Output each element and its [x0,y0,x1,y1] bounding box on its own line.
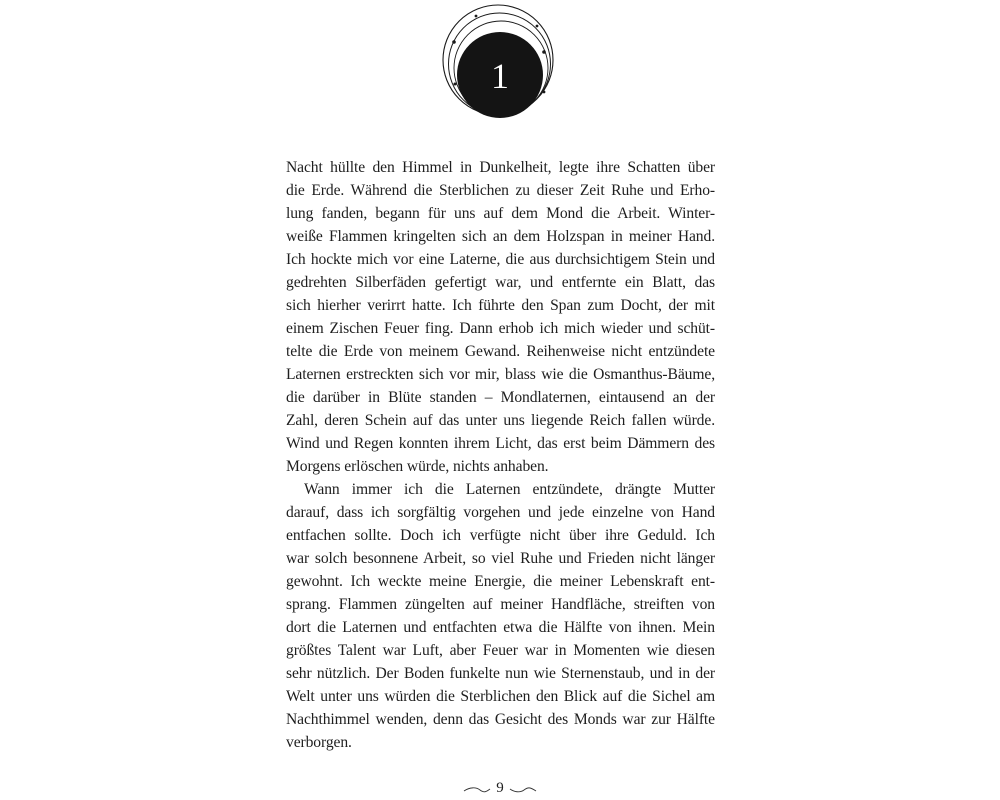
text-line: Ich hockte mich vor eine Laterne, die aus durchsichtigem Stein und [286,251,715,268]
paragraph-1 [286,156,715,478]
text-line: die darüber in Blüte standen – Mondlaternen, eintausend an der [286,389,715,406]
text-line: telte die Erde von meinem Gewand. Reihenweise nicht entzündete [286,343,715,360]
text-line: dort die Laternen und entfachten etwa die Hälfte von ihnen. Mein [286,619,715,636]
text-line: Welt unter uns würden die Sterblichen den Blick auf die Sichel am [286,688,715,705]
text-line: die Erde. Während die Sterblichen zu dieser Zeit Ruhe und Erho- [286,182,715,199]
page-number: 9 [496,780,504,796]
text-line: Zahl, deren Schein auf das unter uns liegende Reich fallen würde. [286,412,715,429]
text-line: größtes Talent war Luft, aber Feuer war in Momenten wie diesen [286,642,715,659]
chapter-number: 1 [491,56,509,96]
text-line: war solch besonnene Arbeit, so viel Ruhe und Frieden nicht länger [286,550,715,567]
text-line: lung fanden, begann für uns auf dem Mond die Arbeit. Winter- [286,205,715,222]
text-line: Morgens erlöschen würde, nichts anhaben. [286,458,549,475]
text-line: verborgen. [286,734,352,751]
text-line: sehr nützlich. Der Boden funkelte nun wie Sternenstaub, und in der [286,665,715,682]
text-line: Wann immer ich die Laternen entzündete, drängte Mutter [304,481,715,498]
chapter-body [286,156,715,754]
text-line: gedrehten Silberfäden gefertigt war, und entfernte ein Blatt, das [286,274,715,291]
text-line: weiße Flammen kringelten sich an dem Holzspan in meiner Hand. [286,228,715,245]
text-line: einem Zischen Feuer fing. Dann erhob ich mich wieder und schüt- [286,320,715,337]
text-line: gewohnt. Ich weckte meine Energie, die meiner Lebenskraft ent- [286,573,715,590]
text-line: darauf, dass ich sorgfältig vorgehen und jede einzelne von Hand [286,504,715,521]
text-line: sich hierher verirrt hatte. Ich führte den Span zum Docht, der mit [286,297,715,314]
text-line: Laternen erstreckten sich vor mir, blass wie die Osmanthus-Bäume, [286,366,715,383]
text-line: Nachthimmel wenden, denn das Gesicht des Monds war zur Hälfte [286,711,715,728]
moon-orbit-icon [440,2,560,120]
text-line: entfachen sollte. Doch ich verfügte nicht über ihre Geduld. Ich [286,527,715,544]
chapter-emblem [440,2,560,120]
text-line: sprang. Flammen züngelten auf meiner Handfläche, streiften von [286,596,715,613]
text-line: Wind und Regen konnten ihrem Licht, das erst beim Dämmern des [286,435,715,452]
text-line: Nacht hüllte den Himmel in Dunkelheit, legte ihre Schatten über [286,159,715,176]
paragraph-2 [286,478,715,754]
page-footer [450,778,550,800]
